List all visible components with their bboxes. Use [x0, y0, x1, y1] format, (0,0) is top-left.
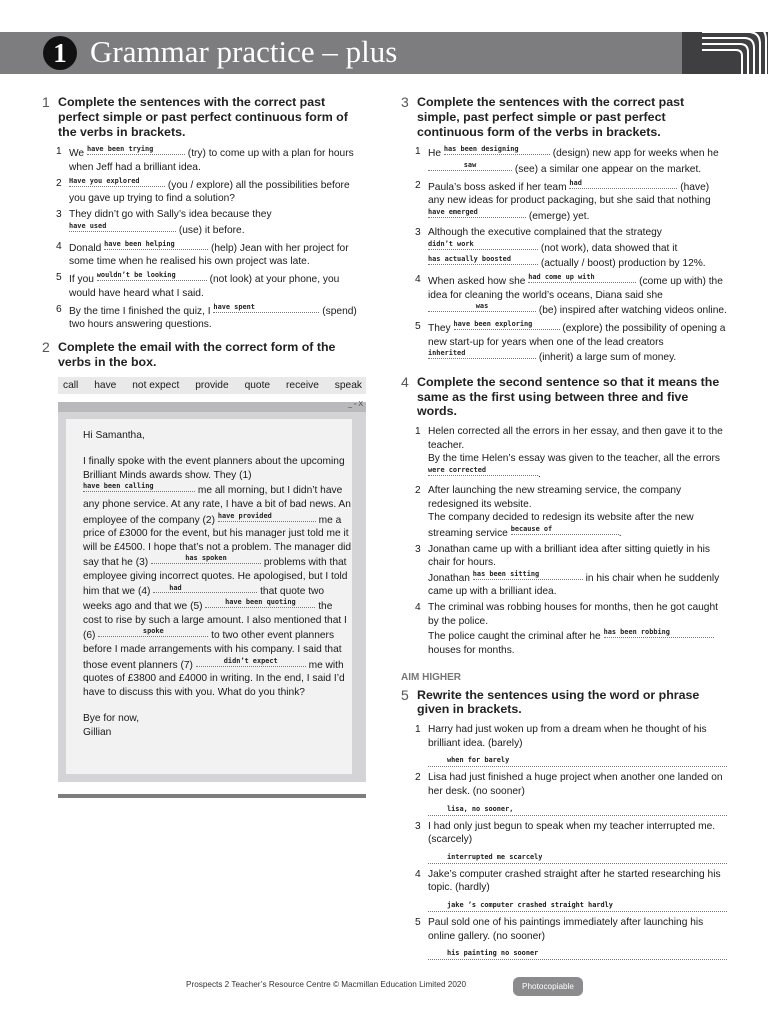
- item-number: 1: [415, 426, 421, 438]
- email-text: me a price of £3000 for the event, but his manager just told me it will be £4500. I hope that’s not a problem. The manager did say that he: [83, 514, 352, 569]
- page-header: [0, 32, 768, 74]
- page-footer: [0, 977, 768, 997]
- item-text: He: [428, 148, 442, 160]
- exercise-number: 2: [42, 339, 50, 355]
- exercise-3-items: [401, 145, 727, 365]
- unit-number: 1: [43, 36, 77, 70]
- item-number: 3: [56, 209, 62, 221]
- first-sentence: Helen corrected all the errors in her essay, and then gave it to the teacher.: [428, 426, 723, 451]
- answer-blank[interactable]: had come up with: [528, 273, 636, 283]
- word-box-item: not expect: [132, 379, 180, 391]
- item-number: 3: [415, 543, 421, 555]
- item-number: 5: [415, 917, 421, 929]
- word-box-item: call: [63, 379, 79, 391]
- item-text: (help) Jean with her project for some time when he realised his own project was late.: [69, 242, 349, 268]
- email-window: [58, 412, 366, 782]
- first-sentence: Jonathan came up with a brilliant idea after sitting quietly in his chair for hours.: [428, 543, 711, 569]
- item-text: Lisa had just finished a huge project when another one landed on her desk. (no sooner): [428, 772, 723, 798]
- item-text: The police caught the criminal after he: [428, 631, 601, 643]
- answer-blank[interactable]: had: [153, 584, 257, 593]
- blank-number: (7): [180, 659, 193, 671]
- email-greeting: Hi Samantha,: [83, 429, 145, 441]
- answer-blank[interactable]: Have you explored: [69, 177, 165, 187]
- item-number: 1: [415, 724, 421, 736]
- item-number: 2: [56, 177, 62, 189]
- list-item: [42, 208, 366, 237]
- exercise-title: Rewrite the sentences using the word or phrase given in brackets.: [417, 687, 700, 717]
- first-sentence: After launching the new streaming service, the company redesigned its website.: [428, 484, 682, 510]
- exercise-number: 5: [401, 686, 409, 703]
- answer-line[interactable]: when for barely: [428, 756, 727, 767]
- item-text: .: [618, 527, 622, 539]
- blank-number: (2): [202, 514, 215, 526]
- item-text: When asked how she: [428, 276, 526, 288]
- exercise-2: [42, 340, 366, 370]
- first-sentence: The criminal was robbing houses for months, then he got caught by the police.: [428, 602, 718, 627]
- item-text: By the time I finished the quiz, I: [69, 305, 211, 317]
- answer-blank[interactable]: inherited: [428, 349, 536, 359]
- answer-blank[interactable]: had: [569, 179, 677, 189]
- answer-line[interactable]: interrupted me scarcely: [428, 853, 727, 864]
- item-number: 3: [415, 226, 421, 238]
- email-paragraph: [83, 455, 352, 699]
- item-text: in his chair when he suddenly came up with a brilliant idea.: [428, 572, 720, 598]
- list-item: [401, 543, 727, 599]
- list-item: [401, 320, 727, 365]
- item-text: (not look) at your phone, you would have heard what I said.: [69, 274, 340, 299]
- answer-blank[interactable]: wouldn’t be looking: [97, 271, 207, 281]
- aim-higher-label: AIM HIGHER: [401, 671, 461, 683]
- blank-number: (5): [190, 601, 203, 613]
- left-column: [42, 95, 366, 798]
- email-text: me all morning, but I didn’t have any phone service. At any rate, I have a bit of bad news. An employee of the company: [83, 485, 351, 526]
- item-number: 2: [415, 179, 421, 191]
- word-box-item: quote: [244, 379, 271, 391]
- answer-blank[interactable]: because of: [511, 525, 619, 535]
- email-content: [66, 419, 352, 774]
- email-window-footer: [58, 794, 366, 798]
- item-text: I had only just begun to speak when my teacher interrupted me. (scarcely): [428, 820, 716, 846]
- photocopiable-badge: Photocopiable: [513, 977, 583, 996]
- item-text: Paul sold one of his paintings immediately after launching his online gallery. (no sooner): [428, 917, 704, 942]
- answer-blank[interactable]: have been exploring: [454, 320, 560, 330]
- item-text: (be) inspired after watching videos online.: [538, 305, 727, 317]
- list-item: [401, 723, 727, 767]
- item-number: 1: [56, 146, 62, 158]
- item-text: The company decided to redesign its website after the new streaming service: [428, 512, 694, 539]
- item-text: (not work), data showed that it: [540, 242, 678, 254]
- item-text: Jake’s computer crashed straight after he started researching his topic. (hardly): [428, 868, 721, 894]
- list-item: [42, 303, 366, 332]
- copyright-text: Prospects 2 Teacher’s Resource Centre © Macmillan Education Limited 2020: [186, 980, 467, 989]
- answer-blank[interactable]: has spoken: [151, 554, 261, 564]
- exercise-number: 1: [42, 94, 50, 110]
- list-item: [42, 240, 366, 269]
- answer-blank[interactable]: have used: [69, 222, 176, 232]
- answer-blank[interactable]: has been designing: [444, 145, 550, 155]
- list-item: [401, 226, 727, 271]
- exercise-1-items: [42, 145, 366, 332]
- item-text: They didn’t go with Sally’s idea because they: [69, 209, 272, 221]
- email-signature: Gillian: [83, 726, 112, 738]
- word-box-item: provide: [195, 379, 229, 391]
- email-text: to two other event planners before I made arrangements with his company. I said that those event planners: [83, 630, 342, 671]
- word-box-item: speak: [334, 379, 362, 391]
- list-item: [42, 145, 366, 174]
- answer-blank[interactable]: saw: [428, 161, 512, 171]
- word-box-item: have: [94, 379, 117, 391]
- list-item: [401, 484, 727, 540]
- exercise-3: [401, 95, 727, 139]
- item-text: Although the executive complained that the strategy: [428, 226, 662, 238]
- answer-blank[interactable]: have spent: [213, 303, 319, 313]
- list-item: [401, 916, 727, 960]
- item-number: 3: [415, 820, 421, 832]
- item-text: (come up with) the idea for cleaning the world’s oceans, Diana said she: [428, 276, 723, 301]
- item-text: .: [538, 469, 541, 481]
- item-text: (emerge) yet.: [528, 211, 590, 223]
- item-text: (see) a similar one appear on the market.: [514, 163, 702, 175]
- item-text: Harry had just woken up from a dream when he thought of his brilliant idea. (barely): [428, 724, 707, 749]
- item-text: (have) any new ideas for product packaging, but she said that nothing: [428, 181, 711, 207]
- item-number: 1: [415, 146, 421, 158]
- email-text: the cost to rise by such a large amount. I also mentioned that I: [83, 601, 347, 626]
- list-item: [401, 820, 727, 864]
- exercise-5: [401, 688, 727, 718]
- email-signoff: Bye for now,: [83, 713, 140, 725]
- answer-blank[interactable]: was: [428, 302, 536, 312]
- list-item: [401, 771, 727, 815]
- answer-blank[interactable]: has been robbing: [604, 628, 714, 638]
- answer-blank[interactable]: has actually boosted: [428, 255, 538, 265]
- list-item: [401, 273, 727, 318]
- answer-line[interactable]: jake ’s computer crashed straight hardly: [428, 901, 727, 912]
- item-number: 2: [415, 484, 421, 496]
- item-text: (design) new app for weeks when he: [552, 148, 719, 160]
- item-text: (you / explore) all the possibilities before you gave up trying to find a solution?: [69, 179, 350, 205]
- answer-blank[interactable]: didn’t work: [428, 240, 538, 250]
- item-number: 4: [415, 274, 421, 286]
- item-text: (use) it before.: [178, 224, 245, 236]
- blank-number: (3): [135, 557, 149, 569]
- window-controls[interactable]: _ ▫ X: [348, 400, 363, 408]
- item-text: Paula’s boss asked if her team: [428, 181, 567, 193]
- answer-blank[interactable]: were corrected: [428, 466, 538, 476]
- email-window-titlebar: [58, 402, 366, 412]
- header-stripes-decoration: [682, 32, 768, 74]
- answer-blank[interactable]: have been quoting: [205, 598, 315, 608]
- item-text: (inherit) a large sum of money.: [538, 352, 677, 364]
- email-text: I finally spoke with the event planners about the upcoming Brilliant Minds awards show. They: [83, 456, 345, 481]
- exercise-5-items: [401, 723, 727, 960]
- exercise-1: [42, 95, 366, 139]
- item-number: 4: [415, 868, 421, 880]
- item-text: By the time Helen’s essay was given to the teacher, all the errors: [428, 453, 720, 465]
- exercise-title: Complete the second sentence so that it means the same as the first using between three and five words.: [417, 374, 720, 419]
- word-box-item: receive: [286, 379, 319, 391]
- item-text: (try) to come up with a plan for hours when Jeff had a brilliant idea.: [69, 148, 354, 173]
- exercise-title: Complete the email with the correct form of the verbs in the box.: [58, 340, 336, 369]
- email-text: problems with that employee giving incorrect quotes. He apologised, but I told him that we: [83, 557, 348, 597]
- answer-line[interactable]: his painting no sooner: [428, 949, 727, 960]
- exercise-4-items: [401, 425, 727, 657]
- exercise-number: 4: [401, 373, 409, 390]
- page-title: Grammar practice – plus: [90, 34, 398, 69]
- blank-number: (4): [137, 585, 151, 597]
- blank-number: (6): [83, 630, 96, 642]
- item-text: houses for months.: [428, 645, 515, 657]
- item-number: 5: [415, 321, 421, 333]
- item-text: Donald: [69, 242, 102, 254]
- answer-blank[interactable]: have been helping: [104, 240, 208, 250]
- item-text: If you: [69, 274, 94, 286]
- item-text: (spend) two hours answering questions.: [69, 305, 357, 331]
- item-number: 4: [415, 602, 421, 614]
- list-item: [401, 868, 727, 912]
- email-text: that quote two weeks ago and that we: [83, 585, 325, 613]
- exercise-title: Complete the sentences with the correct past perfect simple or past perfect continuous form of the verbs in brackets.: [58, 95, 348, 139]
- exercise-title: Complete the sentences with the correct past simple, past perfect simple or past perfect continuous form of the verbs in brackets.: [417, 95, 685, 139]
- list-item: [401, 601, 727, 657]
- item-number: 6: [56, 303, 62, 315]
- blank-number: (1): [239, 469, 252, 481]
- answer-blank[interactable]: have provided: [218, 512, 316, 522]
- answer-blank[interactable]: has been sitting: [473, 570, 583, 580]
- answer-blank[interactable]: didn’t expect: [196, 657, 306, 667]
- item-text: (actually / boost) production by 12%.: [540, 258, 706, 270]
- list-item: [401, 425, 727, 481]
- word-box: [58, 377, 366, 394]
- answer-blank[interactable]: have been calling: [83, 482, 195, 492]
- answer-blank[interactable]: have emerged: [428, 208, 526, 218]
- item-number: 2: [415, 772, 421, 784]
- item-text: Jonathan: [428, 572, 470, 584]
- item-text: They: [428, 323, 451, 335]
- list-item: [42, 271, 366, 300]
- exercise-4: [401, 375, 727, 419]
- item-text: We: [69, 148, 85, 160]
- list-item: [42, 177, 366, 206]
- item-number: 4: [56, 240, 62, 252]
- item-text: (explore) the possibility of opening a new start-up for years when one of the lead creators: [428, 323, 726, 348]
- item-number: 5: [56, 272, 62, 284]
- answer-blank[interactable]: have been trying: [87, 145, 185, 155]
- list-item: [401, 179, 727, 224]
- answer-line[interactable]: lisa, no sooner,: [428, 805, 727, 816]
- list-item: [401, 145, 727, 176]
- exercise-number: 3: [401, 94, 409, 110]
- answer-blank[interactable]: spoke: [98, 627, 208, 637]
- email-text: me with quotes of £3800 and £4000 in writing. In the end, I said I’d have to discuss this with you. What do you think?: [83, 659, 345, 698]
- right-column: [401, 95, 727, 964]
